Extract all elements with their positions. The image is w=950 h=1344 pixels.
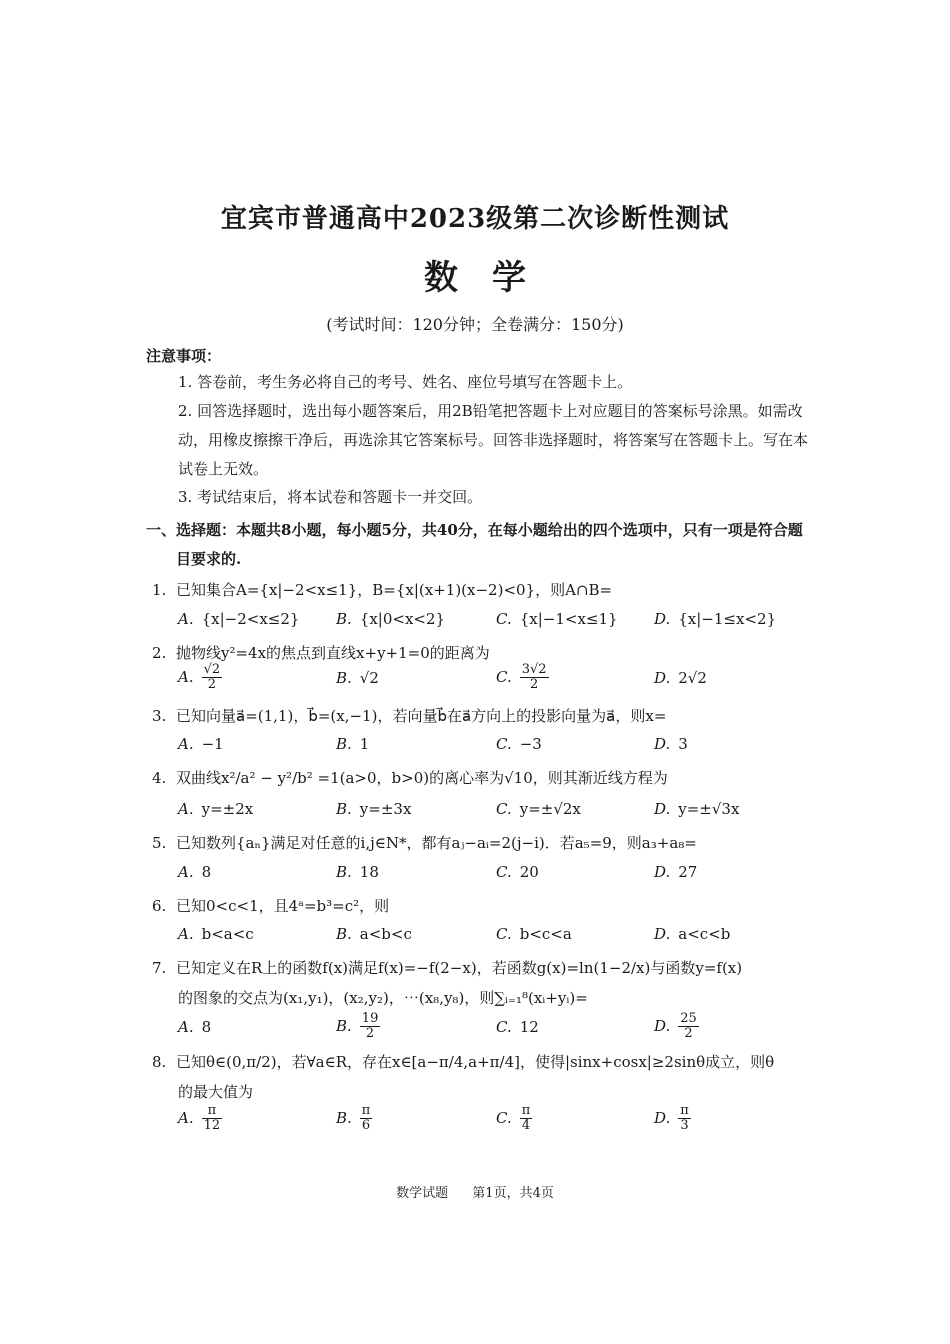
option-text: 8: [201, 863, 212, 881]
option-label: D.: [654, 1016, 671, 1035]
answer-option: [496, 863, 539, 881]
footer-page-number: 第1页，共4页: [472, 1186, 554, 1201]
answer-option: [336, 925, 412, 943]
option-label: D.: [654, 863, 671, 881]
question-stem: [152, 956, 812, 980]
answer-option: [654, 925, 730, 943]
answer-option: [654, 610, 776, 628]
option-label: C.: [496, 863, 512, 881]
option-label: B.: [336, 1016, 352, 1035]
option-text: 18: [359, 863, 379, 881]
answer-option: [178, 610, 299, 628]
answer-option: [496, 610, 618, 628]
option-label: A.: [178, 735, 194, 753]
answer-option: [336, 800, 411, 818]
option-text: −3: [519, 735, 542, 753]
option-row: [178, 925, 818, 955]
footer-subject: 数学试题: [396, 1186, 449, 1201]
option-row: [178, 1103, 818, 1140]
option-label: B.: [336, 800, 352, 818]
answer-option: [336, 735, 369, 753]
option-text: 8: [201, 1018, 212, 1036]
option-text: √2: [359, 669, 379, 687]
answer-option: [178, 1104, 222, 1133]
option-text: a<b<c: [359, 925, 412, 943]
option-label: B.: [336, 1108, 352, 1127]
option-label: C.: [496, 1108, 512, 1127]
option-label: D.: [654, 669, 671, 687]
option-fraction: $\frac{\pi}{12}$: [203, 1103, 221, 1133]
section-heading: 一、选择题：本题共8小题，每小题5分，共40分，在每小题给出的四个选项中，只有一项是符合题 目要求的.: [146, 521, 803, 568]
question-stem: [152, 578, 812, 602]
note-item: 1. 答卷前，考生务必将自己的考号、姓名、座位号填写在答题卡上。: [178, 373, 633, 391]
option-text: y=±√3x: [678, 800, 740, 818]
option-fraction: $\frac{\pi}{3}$: [680, 1103, 689, 1133]
question-text: 双曲线x²/a² − y²/b² =1(a>0，b>0)的离心率为√10，则其渐近线方程为: [176, 769, 668, 787]
option-label: D.: [654, 925, 671, 943]
question-text: 已知0<c<1，且4ᵃ=b³=c²，则: [176, 897, 390, 915]
option-label: B.: [336, 610, 352, 628]
option-label: B.: [336, 669, 352, 687]
answer-option: [654, 1104, 691, 1133]
option-text: y=±√2x: [519, 800, 581, 818]
notes-heading: 注意事项：: [146, 347, 222, 365]
option-row: [178, 1011, 818, 1048]
option-label: A.: [178, 863, 194, 881]
option-label: B.: [336, 863, 352, 881]
question-stem: [152, 831, 812, 855]
answer-option: [178, 735, 224, 753]
option-text: {x|−1≤x<2}: [678, 610, 777, 628]
option-row: [178, 735, 818, 765]
option-label: A.: [178, 1108, 194, 1127]
answer-option: [178, 800, 253, 818]
question-text: 已知数列{aₙ}满足对任意的i,j∈N*，都有aⱼ−aᵢ=2(j−i)．若a₅=9，则a₃+a₈=: [176, 834, 697, 852]
option-label: D.: [654, 610, 671, 628]
option-fraction: $\frac{\pi}{4}$: [521, 1103, 531, 1133]
answer-option: [336, 1104, 372, 1133]
answer-option: [496, 925, 572, 943]
answer-option: [654, 863, 697, 881]
question-number: 1.: [152, 581, 167, 599]
option-text: a<c<b: [678, 925, 731, 943]
question-stem: [152, 704, 812, 728]
option-text: y=±3x: [359, 800, 412, 818]
question-number: 8.: [152, 1053, 167, 1071]
exam-title: 宜宾市普通高中2023级第二次诊断性测试: [220, 204, 730, 234]
question-number: 7.: [152, 959, 167, 977]
note-item: 3. 考试结束后，将本试卷和答题卡一并交回。: [178, 488, 483, 506]
option-label: D.: [654, 735, 671, 753]
answer-option: [178, 863, 211, 881]
note-item: 2. 回答选择题时，选出每小题答案后，用2B铅笔把答题卡上对应题目的答案标号涂黑。如需改动，用橡皮擦擦干净后，再选涂其它答案标号。回答非选择题时，将答案写在答题卡上。写在本试卷上无效。: [178, 402, 809, 478]
question-text-continued: 的图象的交点为(x₁,y₁)，(x₂,y₂)，⋯(x₈,y₈)，则∑ᵢ₌₁⁸(xᵢ+yᵢ)=: [178, 989, 588, 1007]
answer-option: [654, 735, 688, 753]
answer-option: [654, 669, 707, 687]
question-text: 已知向量a⃗=(1,1)，b⃗=(x,−1)，若向量b⃗在a⃗方向上的投影向量为a⃗，则x=: [176, 707, 667, 725]
option-label: D.: [654, 1108, 671, 1127]
option-label: A.: [178, 1018, 194, 1036]
option-row: [178, 662, 818, 699]
answer-option: [496, 800, 581, 818]
answer-option: [496, 735, 542, 753]
page-footer: [0, 1182, 950, 1201]
option-label: A.: [178, 610, 194, 628]
option-text: {x|−2<x≤2}: [201, 610, 300, 628]
question-number: 2.: [152, 644, 167, 662]
option-label: C.: [496, 800, 512, 818]
option-text: −1: [201, 735, 224, 753]
question-number: 5.: [152, 834, 167, 852]
option-fraction: $\frac{√2}{2}$: [203, 662, 221, 692]
option-text: {x|−1<x≤1}: [519, 610, 618, 628]
option-text: b<c<a: [519, 925, 572, 943]
answer-option: [336, 1012, 380, 1041]
answer-option: [336, 863, 379, 881]
option-text: 2√2: [678, 669, 707, 687]
option-label: A.: [178, 800, 194, 818]
option-label: A.: [178, 925, 194, 943]
option-text: 3: [678, 735, 688, 753]
option-text: b<a<c: [201, 925, 254, 943]
question-stem: [152, 766, 812, 790]
option-row: [178, 800, 818, 830]
option-label: C.: [496, 610, 512, 628]
question-text: 已知集合A={x|−2<x≤1}，B={x|(x+1)(x−2)<0}，则A∩B=: [176, 581, 613, 599]
option-label: C.: [496, 1018, 512, 1036]
answer-option: [496, 1104, 532, 1133]
question-stem: [152, 894, 812, 918]
question-stem: [152, 641, 812, 665]
option-row: [178, 863, 818, 893]
option-label: C.: [496, 925, 512, 943]
option-label: B.: [336, 735, 352, 753]
answer-option: [496, 1018, 539, 1036]
option-fraction: $\frac{\pi}{6}$: [361, 1103, 371, 1133]
question-text: 已知定义在R上的函数f(x)满足f(x)=−f(2−x)，若函数g(x)=ln(1−2/x)与函数y=f(x): [176, 959, 743, 977]
option-text: y=±2x: [201, 800, 254, 818]
answer-option: [178, 663, 222, 692]
option-label: D.: [654, 800, 671, 818]
option-label: C.: [496, 667, 512, 686]
question-text: 抛物线y²=4x的焦点到直线x+y+1=0的距离为: [176, 644, 490, 662]
option-text: 20: [519, 863, 539, 881]
question-number: 3.: [152, 707, 167, 725]
answer-option: [336, 610, 445, 628]
question-number: 6.: [152, 897, 167, 915]
option-fraction: $\frac{3√2}{2}$: [521, 662, 547, 692]
option-text: {x|0<x<2}: [359, 610, 446, 628]
question-text-continued: 的最大值为: [178, 1083, 254, 1101]
question-stem: [152, 1050, 812, 1074]
exam-info: (考试时间：120分钟；全卷满分：150分): [326, 315, 624, 334]
option-fraction: $\frac{25}{2}$: [680, 1011, 697, 1041]
answer-option: [496, 663, 549, 692]
option-label: A.: [178, 667, 194, 686]
answer-option: [654, 800, 739, 818]
option-text: 12: [519, 1018, 539, 1036]
answer-option: [178, 925, 254, 943]
option-label: B.: [336, 925, 352, 943]
option-row: [178, 610, 818, 640]
option-text: 27: [678, 863, 698, 881]
answer-option: [654, 1012, 699, 1041]
option-label: C.: [496, 735, 512, 753]
question-text: 已知θ∈(0,π/2)，若∀a∈R，存在x∈[a−π/4,a+π/4]，使得|sinx+cosx|≥2sinθ成立，则θ: [176, 1053, 775, 1071]
option-text: 1: [359, 735, 370, 753]
question-number: 4.: [152, 769, 167, 787]
subject-heading: 数学: [424, 258, 560, 298]
option-fraction: $\frac{19}{2}$: [361, 1011, 379, 1041]
answer-option: [178, 1018, 211, 1036]
answer-option: [336, 669, 379, 687]
